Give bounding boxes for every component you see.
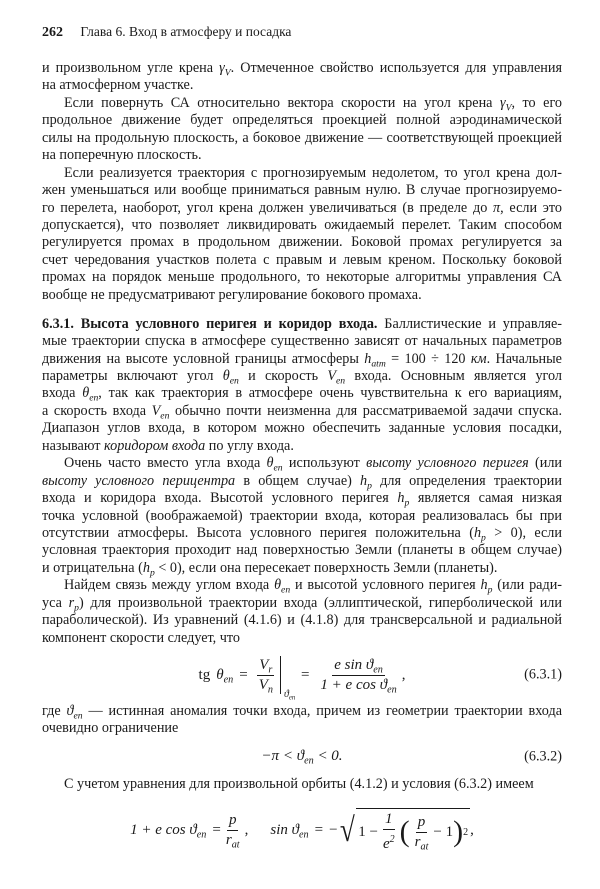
comma: , bbox=[401, 666, 406, 683]
radical-sign: √ bbox=[339, 811, 355, 849]
subscript: p bbox=[481, 532, 486, 544]
paragraph bbox=[42, 577, 562, 647]
math-symbol bbox=[151, 402, 170, 422]
text: продольное движение будет определяться проекцией полной аэродинамической bbox=[42, 112, 562, 129]
math-variable: h bbox=[364, 350, 372, 367]
text-line bbox=[42, 200, 562, 217]
text: компонент скорости следует, что bbox=[42, 629, 241, 646]
minus-one: − 1 bbox=[433, 823, 454, 840]
tg-function: tg bbox=[198, 666, 211, 683]
text: (или ради- bbox=[492, 577, 563, 594]
text: . Отмеченное свойство используется для управления bbox=[230, 60, 562, 76]
subscript: en bbox=[160, 410, 170, 422]
exponent: 2 bbox=[463, 826, 469, 838]
math-variable: r bbox=[68, 594, 75, 611]
text: входа bbox=[42, 385, 83, 402]
p-over-r bbox=[413, 814, 431, 851]
math-symbol bbox=[360, 472, 372, 492]
subscript: en bbox=[273, 462, 283, 474]
text: допускается), что позволяет ликвидировать ожидаемый перелет. Таким способом bbox=[42, 216, 562, 233]
text: и высотой условного перигея bbox=[290, 577, 481, 594]
text: , так как траектория в атмосфере очень чувствительна к его вариациям, bbox=[98, 385, 562, 402]
equation-6-3-1 bbox=[42, 647, 562, 703]
text: используют bbox=[282, 455, 367, 472]
math-symbol bbox=[364, 351, 386, 367]
subscript: en bbox=[336, 375, 346, 387]
subscript: en bbox=[304, 755, 314, 767]
text: на поперечную плоскость. bbox=[42, 147, 202, 164]
section-heading: 6.3.1. Высота условного перигея и коридор входа. bbox=[42, 315, 378, 332]
math-variable: h bbox=[397, 490, 405, 507]
math-symbol bbox=[68, 594, 79, 614]
right-paren: ) bbox=[453, 815, 464, 849]
text-line bbox=[42, 165, 562, 182]
v-r: V bbox=[259, 656, 269, 673]
text-line bbox=[42, 438, 562, 455]
running-header bbox=[42, 24, 291, 41]
text-line bbox=[42, 269, 562, 286]
lhs: 1 + e cos ϑ bbox=[130, 822, 197, 839]
math-variable: h bbox=[473, 524, 482, 541]
chapter-title: Глава 6. Вход в атмосферу и посадка bbox=[80, 24, 292, 39]
minus: − bbox=[329, 822, 338, 839]
text-line bbox=[42, 368, 562, 385]
text-line bbox=[42, 112, 562, 129]
page-body bbox=[42, 60, 562, 861]
r: r bbox=[225, 832, 232, 849]
equation-6-3-2 bbox=[42, 738, 562, 776]
paragraph bbox=[42, 455, 562, 577]
one-minus: 1 − bbox=[358, 823, 378, 840]
paragraph bbox=[42, 165, 562, 305]
emphasis: коридором входа bbox=[104, 437, 206, 454]
text-line bbox=[42, 147, 562, 164]
math-symbol bbox=[266, 455, 283, 474]
text: очевидно ограничение bbox=[42, 720, 179, 737]
e: e bbox=[382, 836, 390, 853]
text-line bbox=[42, 403, 562, 420]
subscript: V bbox=[224, 67, 231, 79]
subscript: en bbox=[229, 375, 239, 387]
text-line bbox=[42, 351, 562, 368]
text: точка условной (воображаемой) траектории входа, которая реализовалась бы при bbox=[42, 507, 562, 524]
text-line bbox=[42, 508, 562, 525]
text-line bbox=[42, 525, 562, 542]
math-symbol bbox=[397, 490, 410, 509]
comma: , bbox=[244, 822, 249, 839]
denominator: 1 + e cos ϑ bbox=[320, 676, 388, 693]
text: является самая низкая bbox=[409, 490, 562, 507]
math-symbol bbox=[327, 368, 346, 387]
math-symbol bbox=[222, 368, 239, 387]
text: входа. Основным является угол bbox=[345, 368, 562, 385]
evaluation-bar bbox=[280, 656, 296, 702]
math-variable: h bbox=[480, 577, 488, 594]
text: промах на порядок меньше продольного, то некоторые алгоритмы управления СА bbox=[42, 269, 562, 286]
text-line bbox=[42, 130, 562, 147]
text-line bbox=[42, 595, 562, 612]
text: С учетом уравнения для произвольной орбиты (4.1.2) и условия (6.3.2) имеем bbox=[64, 775, 534, 792]
text-line bbox=[42, 385, 562, 402]
math-variable: θ bbox=[82, 385, 90, 402]
inequality-rhs: < 0. bbox=[313, 748, 343, 765]
text-line bbox=[42, 182, 562, 199]
one-over-e2 bbox=[381, 811, 397, 853]
text-line bbox=[42, 420, 562, 437]
text-line bbox=[42, 95, 562, 112]
text: Диапазон углов входа, в котором можно обеспечить заданные условия посадки, bbox=[42, 420, 562, 437]
section-paragraph bbox=[42, 316, 562, 456]
numerator: e sin ϑ bbox=[334, 656, 374, 673]
text-line bbox=[42, 720, 562, 737]
text: < 0), если она пересекает поверхность Земли (планеты). bbox=[154, 559, 498, 576]
paragraph bbox=[42, 60, 562, 95]
math-symbol bbox=[473, 524, 486, 544]
text: , если это bbox=[500, 199, 562, 216]
text: го перелета, наоборот, угол крена должен увеличиваться (в пределе до bbox=[42, 199, 494, 216]
velocity-ratio bbox=[257, 657, 275, 694]
text: и произвольном угле крена bbox=[42, 60, 220, 76]
subscript: en bbox=[387, 684, 397, 696]
inequality-lhs: −π < ϑ bbox=[261, 748, 305, 765]
paragraph bbox=[42, 703, 562, 738]
text: уса bbox=[42, 594, 69, 611]
v-n: V bbox=[258, 676, 268, 693]
text-line bbox=[42, 703, 562, 720]
subscript: en bbox=[299, 830, 309, 841]
subscript: n bbox=[267, 684, 273, 696]
text-line bbox=[42, 234, 562, 251]
equals: = bbox=[212, 822, 221, 839]
text: (или bbox=[528, 455, 562, 472]
text-line bbox=[42, 77, 562, 94]
text-line bbox=[42, 252, 562, 269]
text: Найдем связь между углом входа bbox=[64, 577, 275, 594]
math-variable: γ bbox=[219, 60, 225, 76]
text-line bbox=[42, 560, 562, 577]
math-symbol bbox=[480, 577, 493, 596]
left-paren: ( bbox=[399, 815, 410, 849]
subscript: p bbox=[487, 584, 493, 596]
text: > 0), если bbox=[485, 524, 562, 541]
subscript: p bbox=[367, 480, 372, 492]
exponent: 2 bbox=[389, 834, 395, 846]
r: r bbox=[414, 833, 421, 850]
text: , то его bbox=[511, 94, 563, 111]
paragraph bbox=[42, 776, 562, 793]
math-symbol bbox=[274, 577, 291, 596]
text: жен уменьшаться или вообще приниматься равным нулю. В случае прогнозируемо- bbox=[42, 182, 562, 199]
numerator: 1 bbox=[383, 811, 395, 830]
math-symbol bbox=[219, 60, 231, 79]
theta-symbol: θ bbox=[216, 666, 224, 683]
math-variable: V bbox=[327, 368, 337, 385]
text: параметры включают угол bbox=[42, 368, 223, 385]
text: движения на высоте условной границы атмосферы bbox=[42, 350, 365, 367]
text-line bbox=[42, 316, 562, 333]
p-over-r bbox=[224, 812, 242, 849]
text: отсутствии атмосферы. Высота условного перигея положительна ( bbox=[42, 524, 474, 541]
text: обычно почти неизменна для рассматриваемой задачи спуска. bbox=[169, 402, 562, 419]
text: Баллистические и управляе- bbox=[377, 315, 562, 332]
math-symbol bbox=[499, 94, 512, 114]
text: счет чередования участков полета с правым и левым креном. Поскольку боковой bbox=[42, 251, 562, 268]
text: . Начальные bbox=[486, 350, 562, 367]
paragraph bbox=[42, 95, 562, 165]
text: параболической). Из уравнений (4.1.6) и (4.1.8) для трансверсальной и радиальной bbox=[42, 612, 562, 629]
text: силы на продольную плоскость, а боковое движение — соответствующей проекцией bbox=[42, 129, 562, 146]
text: Если реализуется траектория с прогнозируемым недолетом, то угол крена дол- bbox=[64, 164, 562, 181]
math-variable: V bbox=[151, 402, 161, 419]
text: где bbox=[42, 703, 67, 720]
math-symbol bbox=[142, 559, 155, 579]
math-variable: θ bbox=[266, 455, 274, 472]
text-line bbox=[42, 455, 562, 472]
math-variable: h bbox=[142, 559, 150, 576]
subscript: en bbox=[196, 830, 207, 841]
text: по углу входа. bbox=[205, 437, 294, 454]
subscript: p bbox=[74, 602, 79, 614]
p: p bbox=[416, 814, 428, 833]
text: и отрицательна ( bbox=[42, 559, 143, 576]
text: = 100 ÷ 120 bbox=[385, 350, 471, 367]
text: на атмосферном участке. bbox=[42, 77, 194, 94]
equation-orbit bbox=[42, 801, 562, 861]
text-line bbox=[42, 490, 562, 507]
math-variable: h bbox=[360, 472, 368, 489]
text-line bbox=[42, 630, 562, 647]
subscript: en bbox=[89, 392, 99, 404]
text: в общем случае) bbox=[235, 472, 361, 489]
anomaly-ratio bbox=[318, 657, 398, 694]
equals: = bbox=[300, 666, 310, 683]
square-root bbox=[338, 808, 471, 853]
text: регулируется промах в продольном движении. Боковой промах регулируется за bbox=[42, 234, 562, 251]
emphasis: высоту условного перигея bbox=[366, 455, 529, 472]
p: p bbox=[227, 812, 239, 831]
text: называют bbox=[42, 437, 104, 454]
math-variable: θ bbox=[222, 368, 230, 385]
text: вообще не предусматривают регулирование бокового промаха. bbox=[42, 286, 422, 303]
math-variable: ϑ bbox=[66, 703, 74, 720]
math-variable: γ bbox=[499, 94, 506, 111]
text: Если повернуть СА относительно вектора скорости на угол крена bbox=[64, 94, 500, 111]
text-line bbox=[42, 542, 562, 559]
equals: = bbox=[239, 666, 248, 683]
text: ) для произвольной траектории входа (эллиптической, гиперболической или bbox=[78, 594, 562, 611]
subscript: at bbox=[420, 841, 429, 853]
text-line bbox=[42, 612, 562, 629]
eval-var: ϑ bbox=[283, 689, 289, 701]
text: — истинная аномалия точки входа, причем из геометрии траектории входа bbox=[82, 703, 562, 720]
subscript: en bbox=[73, 710, 83, 722]
comma: , bbox=[470, 822, 474, 839]
page-number: 262 bbox=[42, 25, 63, 40]
text: входа и коридора входа. Высотой условного перигея bbox=[42, 490, 398, 507]
text-line bbox=[42, 60, 562, 77]
text: Очень часто вместо угла входа bbox=[64, 455, 267, 472]
subscript: atm bbox=[371, 357, 386, 369]
text: условная траектория проходит над поверхностью Земли (планеты в общем случае) bbox=[42, 542, 562, 559]
emphasis: высоту условного перицентра bbox=[42, 472, 236, 489]
text-line bbox=[42, 217, 562, 234]
sin-term: sin ϑ bbox=[270, 822, 299, 839]
math-variable: π bbox=[493, 199, 501, 216]
equation-number: (6.3.2) bbox=[524, 748, 562, 765]
text-line bbox=[42, 776, 562, 793]
math-symbol bbox=[66, 703, 83, 722]
math-symbol bbox=[82, 385, 99, 404]
subscript: en bbox=[373, 664, 383, 676]
subscript: en bbox=[281, 584, 291, 596]
text-line bbox=[42, 473, 562, 490]
text-line bbox=[42, 287, 562, 304]
subscript: p bbox=[404, 497, 410, 509]
equation-number: (6.3.1) bbox=[524, 666, 562, 683]
text: мые траектории спуска в атмосфере существенно зависят от начальных параметров bbox=[42, 333, 562, 350]
text: а скорость входа bbox=[42, 402, 152, 419]
subscript: at bbox=[231, 840, 240, 851]
text-line bbox=[42, 577, 562, 594]
subscript: r bbox=[268, 664, 273, 676]
equals: = bbox=[314, 822, 324, 839]
subscript: p bbox=[149, 567, 155, 579]
emphasis: км bbox=[470, 350, 487, 367]
subscript: V bbox=[505, 102, 512, 114]
text: и скорость bbox=[238, 368, 328, 385]
text: для определения траектории bbox=[371, 472, 562, 489]
subscript: en bbox=[288, 694, 296, 702]
subscript: en bbox=[223, 674, 234, 686]
math-variable: θ bbox=[274, 577, 282, 594]
text-line bbox=[42, 333, 562, 350]
